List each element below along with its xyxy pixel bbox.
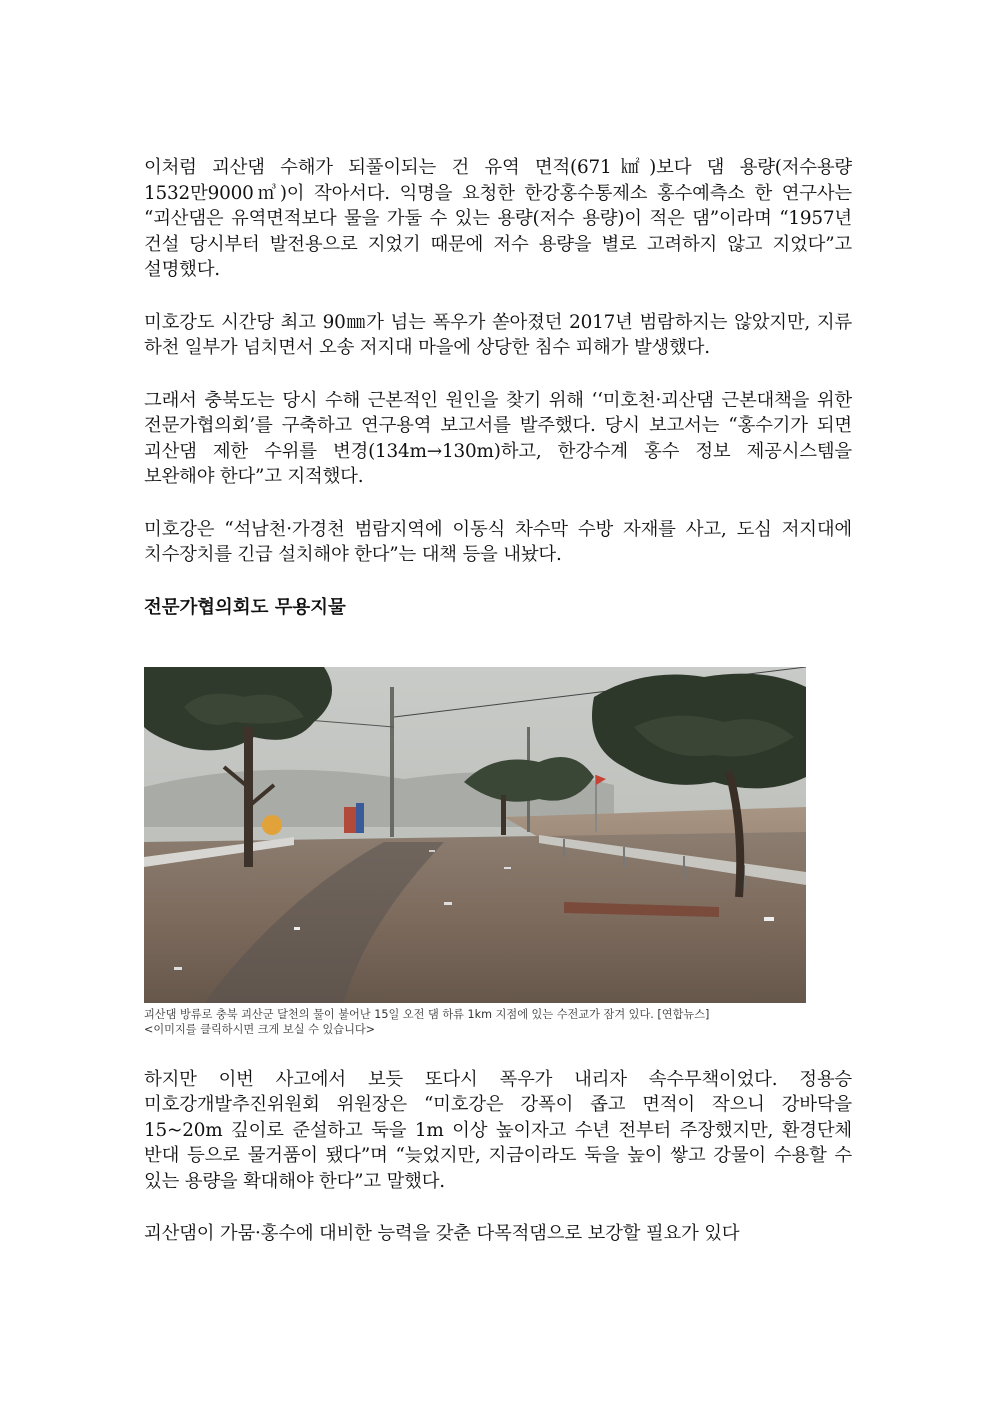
paragraph: 미호강도 시간당 최고 90㎜가 넘는 폭우가 쏟아졌던 2017년 범람하지는 않았지만, 지류 하천 일부가 넘치면서 오송 저지대 마을에 상당한 침수 피해가 발생했다. [144, 311, 852, 358]
caption-text: 괴산댐 방류로 충북 괴산군 달천의 물이 불어난 15일 오전 댐 하류 1km 지점에 있는 수전교가 잠겨 있다. [연합뉴스] [144, 1007, 710, 1021]
paragraph: 그래서 충북도는 당시 수해 근본적인 원인을 찾기 위해 ‘‘미호천·괴산댐 근본대책을 위한 전문가협의회’를 구축하고 연구용역 보고서를 발주했다. 당시 보고서는 “홍수기가 되면 괴산댐 제한 수위를 변경(134m→130m)하고, 한강수계 홍수 정보 제공시스템을 보완해야 한다”고 지적했다. [144, 389, 852, 487]
caption-enlarge-note[interactable]: <이미지를 클릭하시면 크게 보실 수 있습니다> [144, 1022, 376, 1036]
flood-photo[interactable] [144, 667, 806, 1003]
paragraph: 하지만 이번 사고에서 보듯 또다시 폭우가 내리자 속수무책이었다. 정용승 미호강개발추진위원회 위원장은 “미호강은 강폭이 좁고 면적이 작으니 강바닥을 15~20m 깊이로 준설하고 둑을 1m 이상 높이자고 수년 전부터 주장했지만, 환경단체 반대 등으로 물거품이 됐다”며 “늦었지만, 지금이라도 둑을 높이 쌓고 강물이 수용할 수 있는 용량을 확대해야 한다”고 말했다. [144, 1068, 852, 1192]
paragraph: 미호강은 “석남천·가경천 범람지역에 이동식 차수막 수방 자재를 사고, 도심 저지대에 치수장치를 긴급 설치해야 한다”는 대책 등을 내놨다. [144, 518, 852, 565]
section-heading: 전문가협의회도 무용지물 [144, 596, 346, 618]
paragraph: 괴산댐이 가뭄·홍수에 대비한 능력을 갖춘 다목적댐으로 보강할 필요가 있다 [144, 1223, 740, 1244]
flooded-road-image [144, 667, 806, 1003]
article-body [144, 155, 852, 1274]
photo-caption [144, 1007, 852, 1037]
paragraph: 이처럼 괴산댐 수해가 되풀이되는 건 유역 면적(671㎢)보다 댐 용량(저수용량 1532만9000㎥)이 작아서다. 익명을 요청한 한강홍수통제소 홍수예측소 한 연구사는 “괴산댐은 유역면적보다 물을 가둘 수 있는 용량(저수 용량)이 적은 댐”이라며 “1957년 건설 당시부터 발전용으로 지었기 때문에 저수 용량을 별로 고려하지 않고 지었다”고 설명했다. [144, 157, 852, 280]
